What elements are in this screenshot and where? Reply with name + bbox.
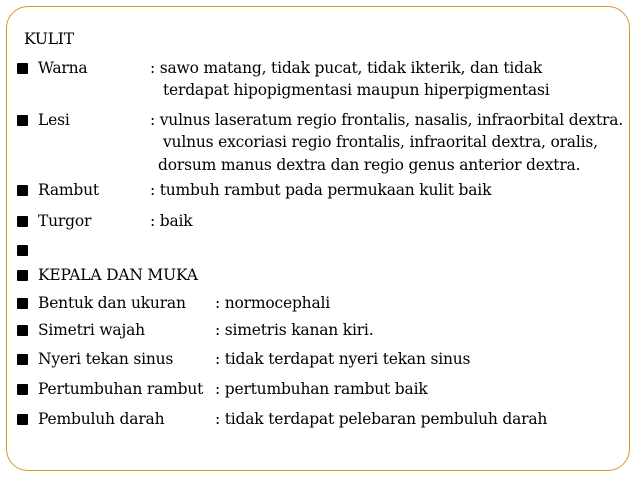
kulit-value-warna-line2: terdapat hipopigmentasi maupun hiperpigmentasi	[163, 81, 550, 99]
bullet-icon	[17, 216, 28, 227]
kepala-value-bentuk: : normocephali	[215, 294, 331, 312]
kulit-label-rambut: Rambut	[38, 181, 99, 199]
bullet-icon	[17, 270, 28, 281]
kepala-label-pembuluh: Pembuluh darah	[38, 410, 165, 428]
bullet-icon	[17, 298, 28, 309]
kepala-label-pertumbuhan: Pertumbuhan rambut	[38, 380, 204, 398]
kulit-value-rambut: : tumbuh rambut pada permukaan kulit baik	[150, 181, 492, 199]
bullet-icon	[17, 115, 28, 126]
section-heading-kulit: KULIT	[24, 30, 74, 48]
bullet-icon	[17, 384, 28, 395]
bullet-icon	[17, 185, 28, 196]
section-heading-kepala: KEPALA DAN MUKA	[38, 266, 198, 284]
kulit-value-lesi-line2: vulnus excoriasi regio frontalis, infraorital dextra, oralis,	[163, 133, 598, 151]
kepala-value-nyeri: : tidak terdapat nyeri tekan sinus	[215, 350, 471, 368]
kulit-value-lesi-line3: dorsum manus dextra dan regio genus anterior dextra.	[158, 156, 581, 174]
kulit-label-warna: Warna	[38, 59, 88, 77]
bullet-icon	[17, 63, 28, 74]
kulit-label-lesi: Lesi	[38, 111, 70, 129]
kepala-value-simetri: : simetris kanan kiri.	[215, 321, 374, 339]
kulit-value-turgor: : baik	[150, 212, 193, 230]
bullet-icon	[17, 414, 28, 425]
kepala-label-simetri: Simetri wajah	[38, 321, 145, 339]
bullet-icon	[17, 354, 28, 365]
bullet-icon	[17, 325, 28, 336]
kepala-label-bentuk: Bentuk dan ukuran	[38, 294, 186, 312]
kepala-value-pertumbuhan: : pertumbuhan rambut baik	[215, 380, 428, 398]
kulit-value-warna-line1: : sawo matang, tidak pucat, tidak ikterik, dan tidak	[150, 59, 543, 77]
kulit-label-turgor: Turgor	[38, 212, 92, 230]
kulit-value-lesi-line1: : vulnus laseratum regio frontalis, nasalis, infraorbital dextra.	[150, 111, 623, 129]
kepala-label-nyeri: Nyeri tekan sinus	[38, 350, 174, 368]
kepala-value-pembuluh: : tidak terdapat pelebaran pembuluh darah	[215, 410, 548, 428]
bullet-icon	[17, 245, 28, 256]
